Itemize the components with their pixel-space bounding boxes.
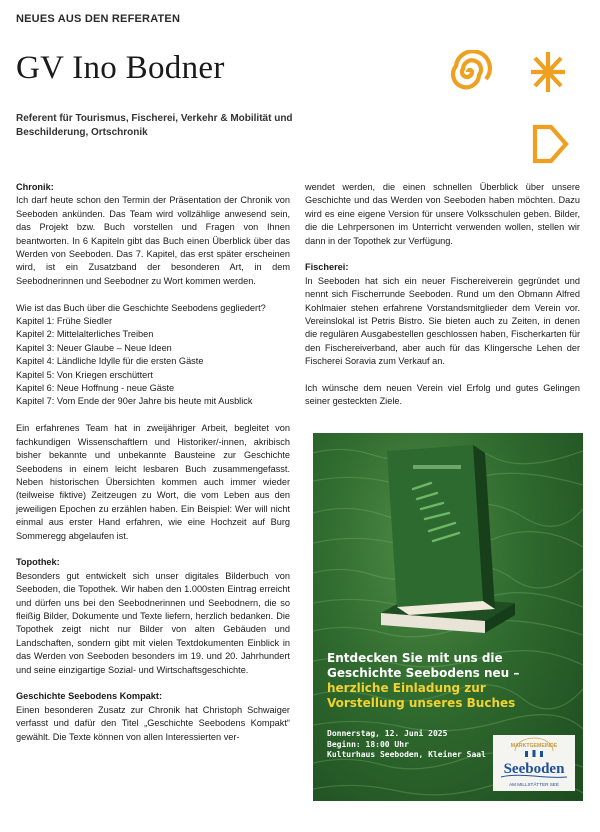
topothek-text: Besonders gut entwickelt sich unser digitales Bilderbuch von Seeboden, die Topothek. Wir haben den 1.000sten Eintrag erreicht und dürfen uns bei den Seebodnerinnen und Seebodnern, die so fleißig Bilder, Dokumente und Texte liefern, herzlich bedanken. Die Topothek zeigt nicht nur Bilder von alten Gebäuden und Landschaften, sondern gibt mit vielen Textdokumenten Einblick in das Werden von Seeboden besonders im 19. und 20. Jahrhundert und seine einzigartige Sozial- und Wirtschaftsgeschichte.	[16, 570, 290, 675]
asterisk-icon	[531, 52, 565, 92]
crest-name: Seeboden	[503, 761, 565, 777]
chapter-item: Kapitel 4: Ländliche Idylle für die ersten Gäste	[16, 356, 204, 367]
spiral-icon	[453, 51, 490, 87]
poster-event-info	[327, 729, 486, 761]
poster-line: Vorstellung unseres Buches	[327, 696, 516, 710]
chronik-text: Ich darf heute schon den Termin der Präsentation der Chronik von Seeboden ankünden. Das Team wird vollzählige anwesend sein, das Projekt bzw. Buch vorstellen und Fragen von Ihnen beantworten. In 6 Kapiteln gibt das Buch einen Überblick über das Werden von Seeboden. Das 7. Kapitel, das erst später erscheinen wird, ist ein Zusatzband der besonderen Art, in dem Seebodnerinnen und Seebodner zu Wort kommen werden.	[16, 195, 290, 286]
left-column	[16, 181, 290, 757]
kompakt-text: Einen besonderen Zusatz zur Chronik hat Christoph Schwaiger verfasst und dafür den Titel „Geschichte Seebodens Kompakt“ gewählt. Die Texte können von allen Interessierten ver-	[16, 704, 290, 742]
chapter-item: Kapitel 7: Vom Ende der 90er Jahre bis heute mit Ausblick	[16, 396, 253, 407]
seeboden-municipality-logo	[493, 735, 575, 791]
crest-top-text: MARKTGEMEINDE	[510, 743, 558, 749]
fischerei-heading: Fischerei:	[305, 262, 349, 273]
d-shape-icon	[535, 127, 566, 161]
page-title: GV Ino Bodner	[16, 50, 225, 86]
book-presentation-poster	[313, 433, 583, 801]
section-kicker: NEUES AUS DEN REFERATEN	[16, 13, 181, 25]
municipality-logo-symbols	[448, 50, 578, 175]
poster-line: Entdecken Sie mit uns die	[327, 651, 503, 665]
chapter-item: Kapitel 5: Von Kriegen erschüttert	[16, 369, 153, 380]
page-subtitle: Referent für Tourismus, Fischerei, Verkehr & Mobilität und Beschilderung, Ortschronik	[16, 113, 293, 138]
chapters-question: Wie ist das Buch über die Geschichte Seebodens gegliedert?	[16, 302, 266, 313]
chapter-item: Kapitel 3: Neuer Glaube – Neue Ideen	[16, 342, 172, 353]
event-date: Donnerstag, 12. Juni 2025	[327, 729, 448, 738]
fischerei-text: In Seeboden hat sich ein neuer Fischereiverein gegründet und nennt sich Fischerrunde Seeboden. Rund um den Obmann Alfred Kohlmaier stehen erfahrene Vorstandsmitglieder dem Verein vor. Vereinslokal ist Petris Bistro. Sie bieten auch zu Zeiten, in denen die regulären Ausgabestellen geschlossen haben, Fischerkarten für den Fischereiverband, aber auch für das Klingersche Lehen der Fischerei Soravia zum Verkauf an.	[305, 275, 580, 367]
kompakt-continued: wendet werden, die einen schnellen Überblick über unsere Geschichte und das Werden von Seeboden haben möchten. Dazu wird es eine eigene Version für unsere Volksschulen geben. Bilder, die die Lehrpersonen im Unterricht verwenden wollen, stellen wir dann in der Topothek zur Verfügung.	[305, 182, 580, 246]
kompakt-heading: Geschichte Seebodens Kompakt:	[16, 691, 163, 702]
topothek-heading: Topothek:	[16, 557, 60, 568]
chronik-heading: Chronik:	[16, 182, 54, 192]
chapter-item: Kapitel 6: Neue Hoffnung - neue Gäste	[16, 383, 175, 394]
chapter-item: Kapitel 1: Frühe Siedler	[16, 316, 113, 327]
crest-flags-icon	[525, 750, 543, 757]
event-time: Beginn: 18:00 Uhr	[327, 739, 409, 749]
chapter-item: Kapitel 2: Mittelalterliches Treiben	[16, 329, 154, 340]
poster-line: herzliche Einladung zur	[327, 681, 486, 695]
crest-subtitle: AM MILLSTÄTTER SEE	[509, 782, 559, 787]
closing-text: Ich wünsche dem neuen Verein viel Erfolg und gutes Gelingen seiner gesteckten Ziele.	[305, 383, 580, 407]
team-paragraph: Ein erfahrenes Team hat in zweijähriger Arbeit, begleitet von fachkundigen Wissenschaftlern und Historiker/-innen, akribisch bisher bekannte und unbekannte Bausteine zur Geschichte Seebodens in einem leicht lesbaren Buch zusammengefasst. Neben historischen Übersichten kommen auch immer wieder (teilweise fiktive) Zeitzeugen zu Wort, die vom Leben aus den jeweiligen Epochen zu erzählen haben. Ein Beispiel: Wer will nicht einmal aus erster Hand erfahren, wie eine Hochzeit auf Burg Sommeregg abgelaufen ist.	[16, 423, 290, 541]
event-venue: Kulturhaus Seeboden, Kleiner Saal	[327, 750, 486, 759]
book-illustration	[373, 443, 523, 648]
poster-headline	[327, 651, 577, 711]
right-column	[305, 181, 580, 422]
poster-line: Geschichte Seebodens neu –	[327, 666, 520, 680]
